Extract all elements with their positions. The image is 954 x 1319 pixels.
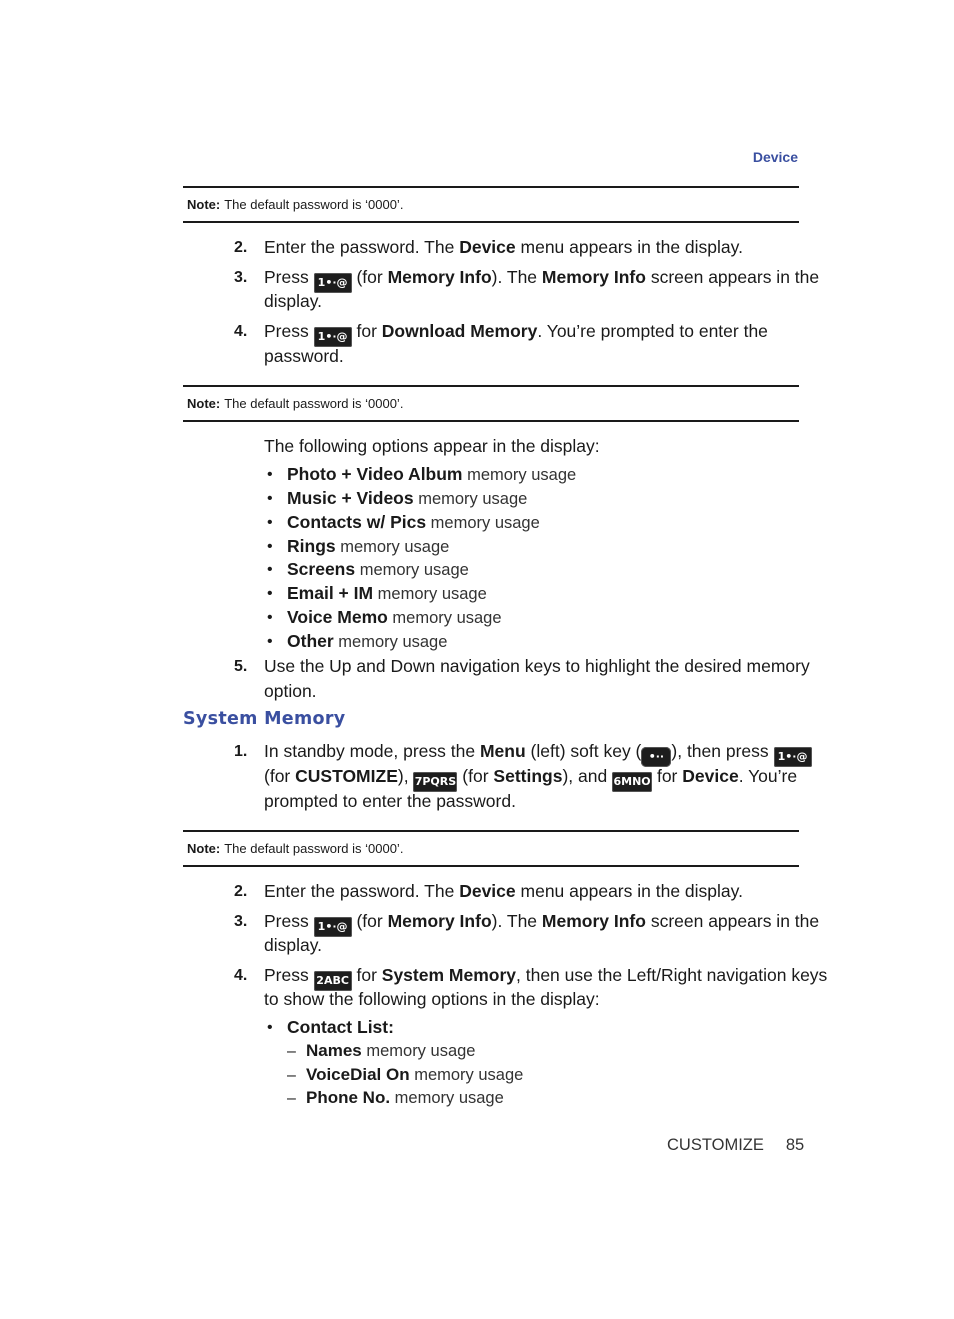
bullet: • [267,609,273,626]
bullet: • [267,1019,273,1036]
page-footer [667,1136,804,1155]
running-header: Device [752,149,798,165]
step-text-cont: (for CUSTOMIZE), 7PQRS (for Settings), and 6MNO for Device. You’re [264,764,797,792]
step-number: 5. [234,658,248,675]
bullet: • [267,538,273,555]
footer-section: CUSTOMIZE [667,1136,764,1154]
list-item: Photo + Video Album memory usage [287,464,577,484]
dash: – [287,1090,296,1107]
note-text: The default password is ‘0000’. [224,396,404,411]
step-text: Enter the password. The Device menu appears in the display. [264,881,743,901]
note-label: Note: [187,396,221,411]
list-item: Rings memory usage [287,536,450,556]
bullet: • [267,585,273,602]
note-label: Note: [187,197,221,212]
step-text-cont: display. [264,935,323,955]
list-item: Contacts w/ Pics memory usage [287,512,540,532]
step-text: Press 1•·@ (for Memory Info). The Memory Info screen appears in the [264,265,819,293]
bullet: • [267,633,273,650]
note-text: The default password is ‘0000’. [224,197,404,212]
list-item: Other memory usage [287,631,448,651]
step-text-cont: to show the following options in the display: [264,989,600,1009]
section-heading: System Memory [183,709,346,729]
sub-list-item: Names memory usage [306,1041,476,1060]
step-text: Enter the password. The Device menu appears in the display. [264,237,743,257]
key-7-icon: 7PQRS [413,772,457,792]
note-box [183,830,799,867]
list-item: Email + IM memory usage [287,583,487,603]
step-number: 2. [234,239,248,256]
step-number: 2. [234,883,248,900]
list-item: Contact List: [287,1017,394,1037]
note-text: The default password is ‘0000’. [224,841,404,856]
step-number: 3. [234,913,248,930]
step-text-cont: option. [264,681,317,701]
list-item: Screens memory usage [287,559,469,579]
step-number: 3. [234,269,248,286]
step-text-cont: prompted to enter the password. [264,791,516,811]
step-text: Use the Up and Down navigation keys to highlight the desired memory [264,656,810,676]
key-6-icon: 6MNO [612,772,652,792]
step-number: 1. [234,743,248,760]
key-1-icon: 1•·@ [314,327,352,347]
key-1-icon: 1•·@ [314,273,352,293]
list-item: Music + Videos memory usage [287,488,528,508]
options-intro: The following options appear in the display: [264,436,600,456]
step-number: 4. [234,323,248,340]
step-text-cont: display. [264,291,323,311]
bullet: • [267,490,273,507]
left-soft-key-icon: •·· [641,747,671,767]
note-box [183,385,799,422]
note-box [183,186,799,223]
key-2-icon: 2ABC [314,971,352,991]
page-number: 85 [785,1136,805,1154]
key-1-icon: 1•·@ [774,747,812,767]
dash: – [287,1067,296,1084]
dash: – [287,1043,296,1060]
step-text: Press 1•·@ for Download Memory. You’re prompted to enter the [264,319,768,347]
bullet: • [267,561,273,578]
sub-list-item: VoiceDial On memory usage [306,1065,524,1084]
bullet: • [267,514,273,531]
note-label: Note: [187,841,221,856]
sub-list-item: Phone No. memory usage [306,1088,504,1107]
step-number: 4. [234,967,248,984]
step-text: In standby mode, press the Menu (left) soft key ( •·· ), then press 1•·@ [264,739,812,767]
step-text-cont: password. [264,346,344,366]
key-1-icon: 1•·@ [314,917,352,937]
step-text: Press 1•·@ (for Memory Info). The Memory Info screen appears in the [264,909,819,937]
step-text: Press 2ABC for System Memory, then use the Left/Right navigation keys [264,963,827,991]
bullet: • [267,466,273,483]
list-item: Voice Memo memory usage [287,607,502,627]
